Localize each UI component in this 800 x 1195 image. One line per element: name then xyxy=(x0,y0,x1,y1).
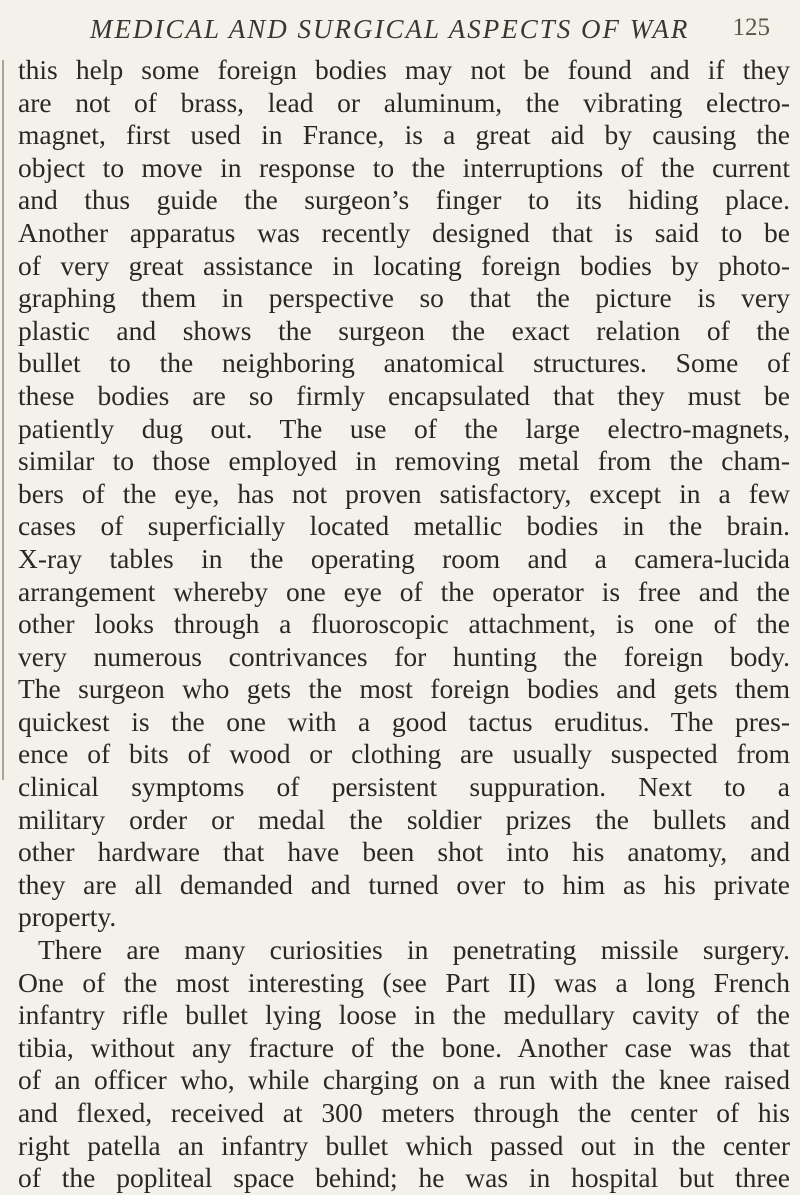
text-line: Another apparatus was recently designed that is said to be xyxy=(18,216,790,248)
body-text xyxy=(18,54,790,1195)
text-line: and flexed, received at 300 meters through the center of his xyxy=(18,1097,790,1128)
page-edge-shadow xyxy=(2,60,4,780)
paragraph xyxy=(18,54,790,934)
text-line: of very great assistance in locating foreign bodies by photo- xyxy=(18,249,790,281)
text-line: The surgeon who gets the most foreign bodies and gets them xyxy=(18,673,790,705)
text-line: plastic and shows the surgeon the exact relation of the xyxy=(18,314,790,346)
text-line: and thus guide the surgeon’s finger to its hiding place. xyxy=(18,184,790,216)
text-line: One of the most interesting (see Part II) was a long French xyxy=(18,966,790,998)
text-line: bullet to the neighboring anatomical structures. Some of xyxy=(18,347,790,379)
text-line: of an officer who, while charging on a run with the knee raised xyxy=(18,1064,790,1096)
text-line: infantry rifle bullet lying loose in the medullary cavity of the xyxy=(18,999,790,1031)
text-line: quickest is the one with a good tactus eruditus. The pres- xyxy=(18,705,790,737)
text-line: tibia, without any fracture of the bone. Another case was that xyxy=(18,1031,790,1063)
text-line: property. xyxy=(18,901,117,933)
text-line: magnet, first used in France, is a great aid by causing the xyxy=(18,119,790,151)
text-line: cases of superficially located metallic bodies in the brain. xyxy=(18,510,790,542)
running-title: MEDICAL AND SURGICAL ASPECTS OF WAR xyxy=(90,14,690,44)
text-line: very numerous contrivances for hunting the foreign body. xyxy=(18,640,790,672)
text-line: right patella an infantry bullet which passed out in the center xyxy=(18,1129,790,1161)
text-line: ence of bits of wood or clothing are usually suspected from xyxy=(18,738,790,770)
text-line: X-ray tables in the operating room and a camera-lucida xyxy=(18,542,790,574)
text-line: other hardware that have been shot into his anatomy, and xyxy=(18,836,790,868)
text-line: There are many curiosities in penetrating missile surgery. xyxy=(38,934,790,966)
running-head xyxy=(90,8,770,48)
text-line: they are all demanded and turned over to him as his private xyxy=(18,868,790,900)
text-line: clinical symptoms of persistent suppuration. Next to a xyxy=(18,771,790,803)
text-line: of the popliteal space behind; he was in hospital but three xyxy=(18,1162,790,1194)
text-line: graphing them in perspective so that the picture is very xyxy=(18,282,790,314)
text-line: this help some foreign bodies may not be found and if they xyxy=(18,54,790,85)
text-line: other looks through a fluoroscopic attachment, is one of the xyxy=(18,608,790,640)
text-line: object to move in response to the interruptions of the current xyxy=(18,151,790,183)
text-line: bers of the eye, has not proven satisfactory, except in a few xyxy=(18,477,790,509)
text-line: patiently dug out. The use of the large electro-magnets, xyxy=(18,412,790,444)
text-line: are not of brass, lead or aluminum, the vibrating electro- xyxy=(18,86,790,118)
text-line: similar to those employed in removing metal from the cham- xyxy=(18,445,790,477)
text-line: arrangement whereby one eye of the operator is free and the xyxy=(18,575,790,607)
page-number: 125 xyxy=(732,14,770,41)
text-line: military order or medal the soldier prizes the bullets and xyxy=(18,803,790,835)
text-line: these bodies are so firmly encapsulated that they must be xyxy=(18,379,790,411)
paragraph xyxy=(18,934,790,1195)
